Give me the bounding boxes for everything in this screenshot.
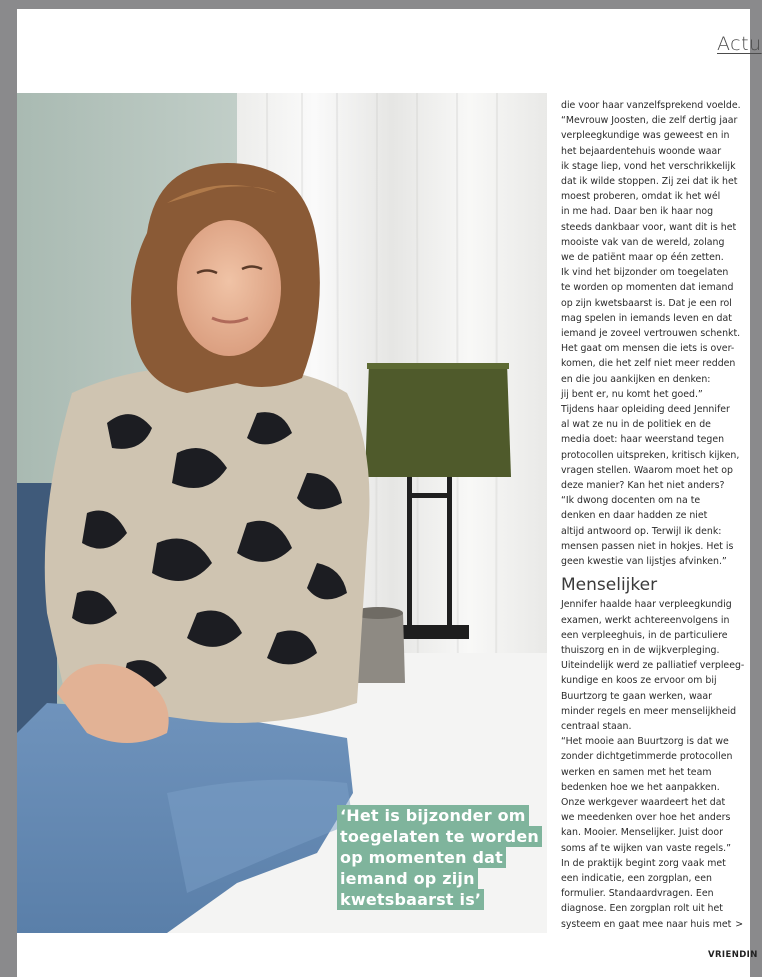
text-line: kundige en koos ze ervoor om bij <box>561 675 717 687</box>
text-line-content: systeem en gaat mee naar huis met <box>561 918 732 930</box>
text-line: Onze werkgever waardeert het dat <box>561 796 726 808</box>
text-line <box>561 917 761 932</box>
text-line: verpleegkundige was geweest en in <box>561 130 730 142</box>
text-line: vragen stellen. Waarom moet het op <box>561 464 733 476</box>
text-line: examen, werkt achtereenvolgens in <box>561 614 730 626</box>
text-line: een verpleeghuis, in de particuliere <box>561 629 728 641</box>
text-line: protocollen uitspreken, kritisch kijken, <box>561 449 740 461</box>
text-line: thuiszorg en in de wijkverpleging. <box>561 644 720 656</box>
text-line: we de patiënt maar op één zetten. <box>561 252 724 264</box>
continue-arrow-icon: > <box>735 918 744 930</box>
text-line: al wat ze nu in de politiek en de <box>561 419 711 431</box>
pull-quote-line: toegelaten te worden <box>337 826 542 847</box>
text-line: steeds dankbaar voor, want dit is het <box>561 221 737 233</box>
text-line: op zijn kwetsbaarst is. Dat je een rol <box>561 297 732 309</box>
text-line: bedenken hoe we het aanpakken. <box>561 781 720 793</box>
article-subheading: Menselijker <box>561 575 658 596</box>
article-paragraph <box>561 98 761 569</box>
text-line: iemand je zoveel vertrouwen schenkt. <box>561 328 741 340</box>
text-line: kan. Mooier. Menselijker. Juist door <box>561 827 724 839</box>
text-line: Jennifer haalde haar verpleegkundig <box>561 599 732 611</box>
text-line: deze manier? Kan het niet anders? <box>561 480 725 492</box>
text-line: die voor haar vanzelfsprekend voelde. <box>561 100 741 111</box>
text-line: dat ik wilde stoppen. Zij zei dat ik het <box>561 176 738 188</box>
text-line: werken en samen met het team <box>561 766 712 778</box>
text-line: soms af te wijken van vaste regels.” <box>561 842 732 854</box>
text-line: “Mevrouw Joosten, die zelf dertig jaar <box>561 115 738 127</box>
article-paragraph <box>561 597 761 931</box>
text-line: mooiste vak van de wereld, zolang <box>561 236 725 248</box>
pull-quote-line: ‘Het is bijzonder om <box>337 805 529 826</box>
text-line: ik stage liep, vond het verschrikkelijk <box>561 160 736 172</box>
text-line: en die jou aankijken en denken: <box>561 373 711 385</box>
article-column <box>561 98 761 932</box>
text-line: altijd antwoord op. Terwijl ik denk: <box>561 525 722 537</box>
text-line: moest proberen, omdat ik het wél <box>561 191 721 203</box>
text-line: zonder dichtgetimmerde protocollen <box>561 751 733 763</box>
text-line: we meedenken over hoe het anders <box>561 812 731 824</box>
text-line: Het gaat om mensen die iets is over- <box>561 343 735 355</box>
text-line: mag spelen in iemands leven en dat <box>561 312 732 324</box>
text-line: “Het mooie aan Buurtzorg is dat we <box>561 736 729 748</box>
text-line: geen kwestie van lijstjes afvinken.” <box>561 556 727 568</box>
text-line: centraal staan. <box>561 720 632 732</box>
text-line: Buurtzorg te gaan werken, waar <box>561 690 712 702</box>
text-line: komen, die het zelf niet meer redden <box>561 358 736 370</box>
section-label: Actu <box>717 33 762 55</box>
text-line: het bejaardentehuis woonde waar <box>561 145 722 157</box>
text-line: Tijdens haar opleiding deed Jennifer <box>561 404 730 416</box>
text-line: In de praktijk begint zorg vaak met <box>561 857 726 869</box>
pull-quote-line: op momenten dat <box>337 847 506 868</box>
text-line: jij bent er, nu komt het goed.” <box>561 388 703 400</box>
text-line: mensen passen niet in hokjes. Het is <box>561 540 734 552</box>
text-line: minder regels en meer menselijkheid <box>561 705 737 717</box>
pull-quote-line: kwetsbaarst is’ <box>337 889 484 910</box>
text-line: te worden op momenten dat iemand <box>561 282 734 294</box>
text-line: denken en daar hadden ze niet <box>561 510 708 522</box>
pull-quote-line: iemand op zijn <box>337 868 478 889</box>
text-line: media doet: haar weerstand tegen <box>561 434 725 446</box>
magazine-footer-label: VRIENDIN <box>708 950 758 960</box>
text-line: “Ik dwong docenten om na te <box>561 495 701 507</box>
text-line: in me had. Daar ben ik haar nog <box>561 206 714 218</box>
pull-quote <box>337 805 547 910</box>
text-line: Ik vind het bijzonder om toegelaten <box>561 267 729 279</box>
text-line: formulier. Standaardvragen. Een <box>561 888 714 900</box>
magazine-page <box>17 9 762 977</box>
text-line: Uiteindelijk werd ze palliatief verpleeg- <box>561 660 745 672</box>
text-line: een indicatie, een zorgplan, een <box>561 872 712 884</box>
text-line: diagnose. Een zorgplan rolt uit het <box>561 903 723 915</box>
